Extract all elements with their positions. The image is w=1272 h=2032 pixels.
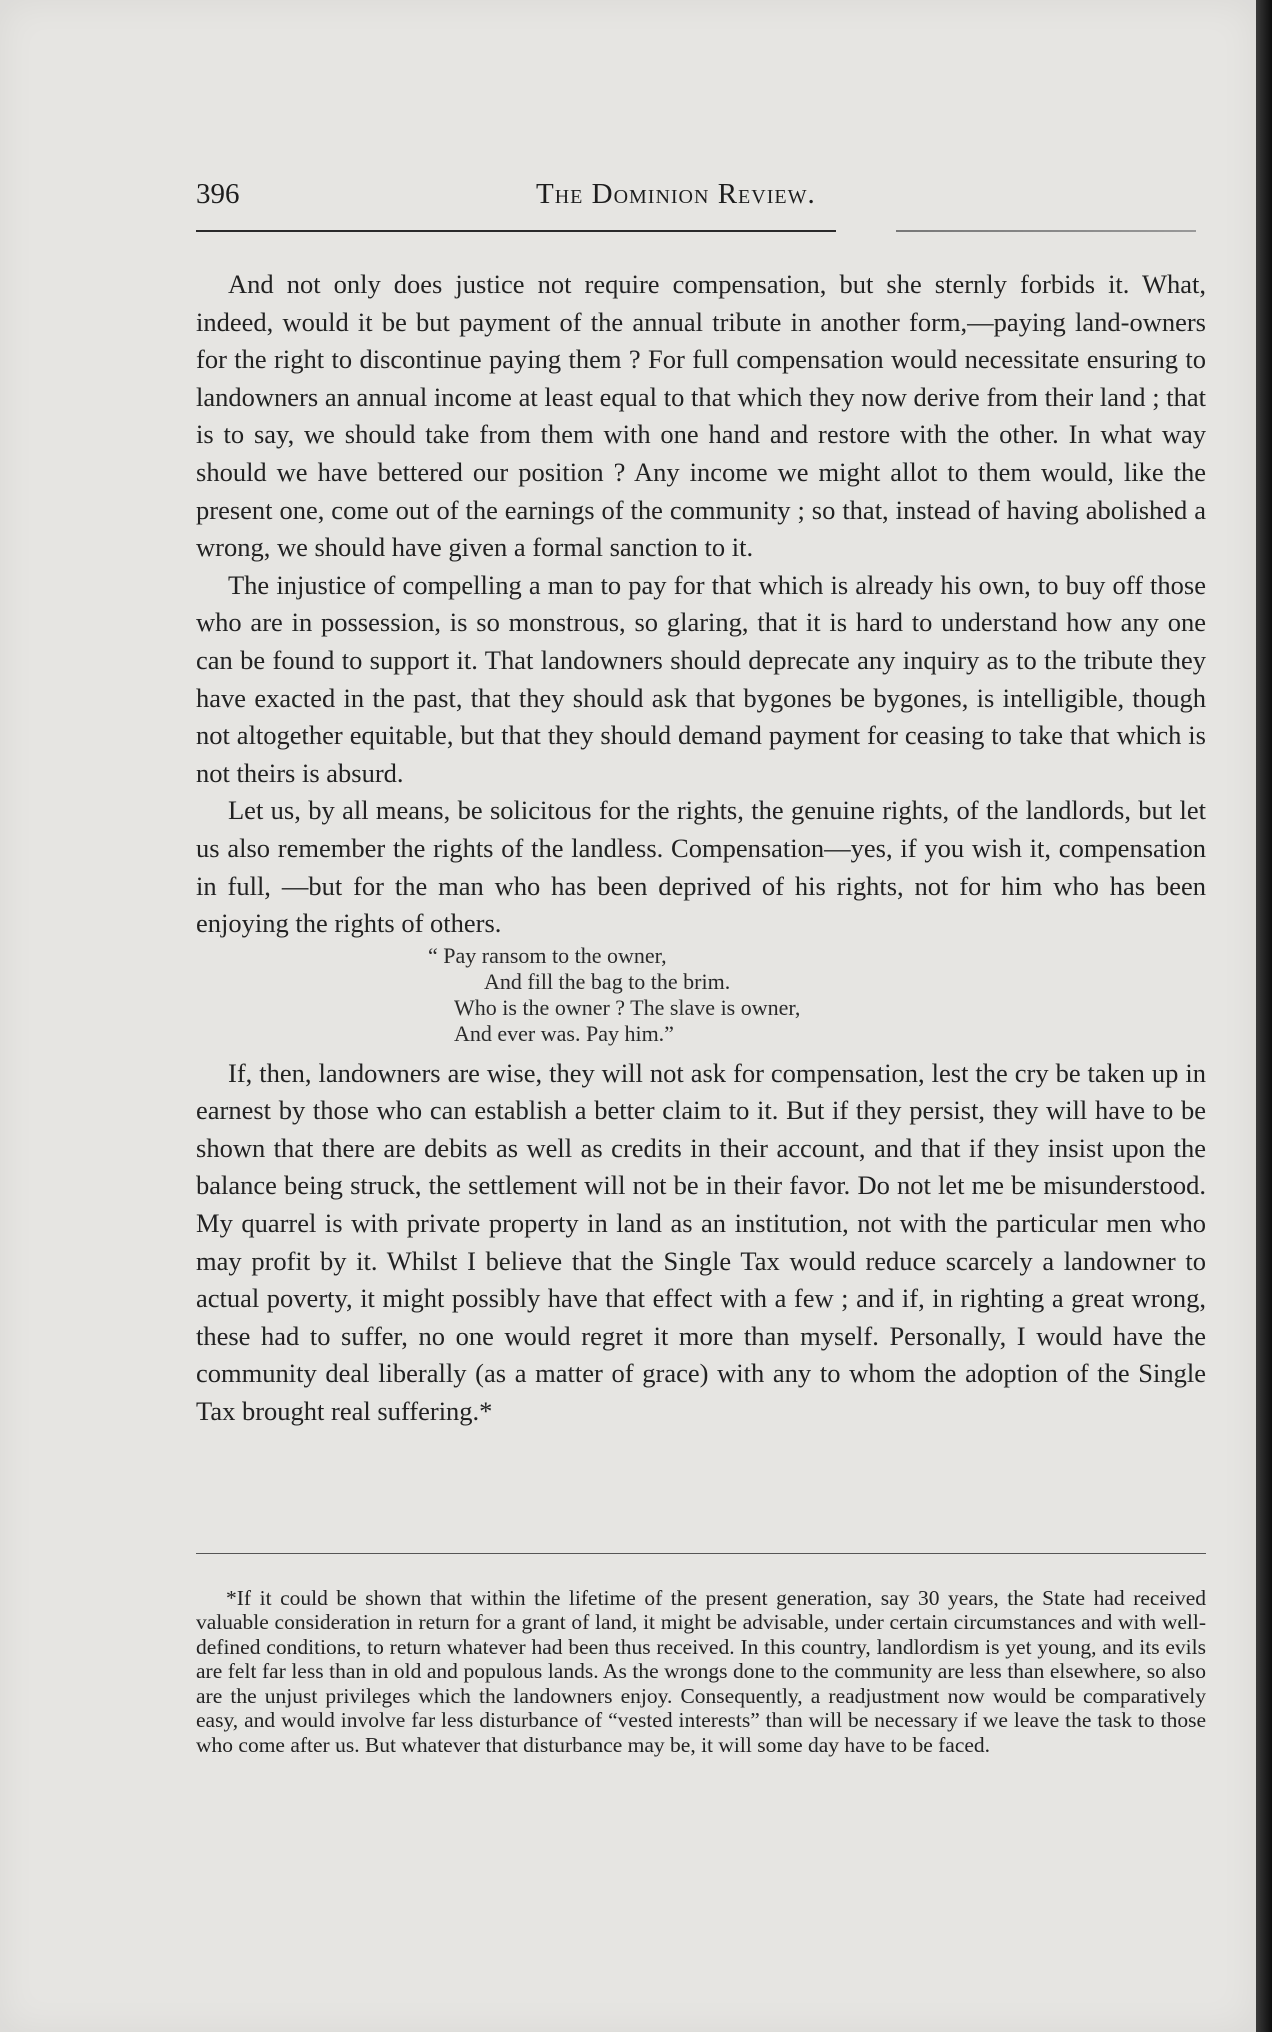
header-rule bbox=[196, 230, 1196, 232]
paragraph: And not only does justice not require compensation, but she sternly forbids it. What, indeed, would it be but payment of the annual tribute in another form,—paying land-owners for the right to discontinue paying them ? For full compensation would necessitate ensuring to landowners an annual income at least equal to that which they now derive from their land ; that is to say, we should take from them with one hand and restore with the other. In what way should we have bettered our position ? Any income we might allot to them would, like the present one, come out of the earnings of the community ; so that, instead of having abolished a wrong, we should have given a formal sanction to it. bbox=[196, 269, 1206, 563]
footnote: *If it could be shown that within the lifetime of the present generation, say 30 years, the State had received valuable consideration in return for a grant of land, it might be advisable, under certain circumstances and with well-defined conditions, to return whatever had been thus received. In this country, landlordism is yet young, and its evils are felt far less than in old and populous lands. As the wrongs done to the community are less than elsewhere, so also are the unjust privileges which the landowners enjoy. Consequently, a readjustment now would be comparatively easy, and would involve far less disturbance of “vested interests” than will be necessary if we leave the task to those who come after us. But whatever that disturbance may be, it will some day have to be faced. bbox=[196, 1585, 1206, 1757]
running-title: The Dominion Review. bbox=[536, 178, 816, 210]
verse-line: And ever was. Pay him.” bbox=[454, 1020, 674, 1046]
paragraph: If, then, landowners are wise, they will not ask for compensation, lest the cry be taken up in earnest by those who can establish a better claim to it. But if they persist, they will have to be shown that there are debits as well as credits in their account, and that if they insist upon the balance being struck, the settlement will not be in their favor. Do not let me be misunderstood. My quarrel is with private property in land as an institution, not with the particular men who may profit by it. Whilst I believe that the Single Tax would reduce scarcely a landowner to actual poverty, it might possibly have that effect with a few ; and if, in righting a great wrong, these had to suffer, no one would regret it more than myself. Personally, I would have the community deal liberally (as a matter of grace) with any to whom the adoption of the Single Tax brought real suffering.* bbox=[196, 1057, 1206, 1427]
paragraph: Let us, by all means, be solicitous for the rights, the genuine rights, of the landlords, but let us also remember the rights of the landless. Compensation—yes, if you wish it, compensation in full, —but for the man who has been deprived of his rights, not for him who has been enjoying the rights of others. bbox=[196, 795, 1206, 939]
scan-edge bbox=[1256, 0, 1272, 2032]
footnote-rule bbox=[196, 1553, 1206, 1554]
page-header bbox=[196, 178, 1196, 228]
verse-line: And fill the bag to the brim. bbox=[484, 968, 731, 994]
verse-quote bbox=[428, 943, 1206, 1047]
main-text bbox=[196, 266, 1206, 1431]
verse-line: Who is the owner ? The slave is owner, bbox=[454, 994, 801, 1020]
verse-line: “ Pay ransom to the owner, bbox=[428, 942, 667, 968]
page-number: 396 bbox=[196, 178, 240, 210]
paragraph: The injustice of compelling a man to pay for that which is already his own, to buy off those who are in possession, is so monstrous, so glaring, that it is hard to understand how any one can be found to support it. That landowners should deprecate any inquiry as to the tribute they have exacted in the past, that they should ask that bygones be bygones, is intelligible, though not altogether equitable, but that they should demand payment for ceasing to take that which is not theirs is absurd. bbox=[196, 569, 1206, 788]
